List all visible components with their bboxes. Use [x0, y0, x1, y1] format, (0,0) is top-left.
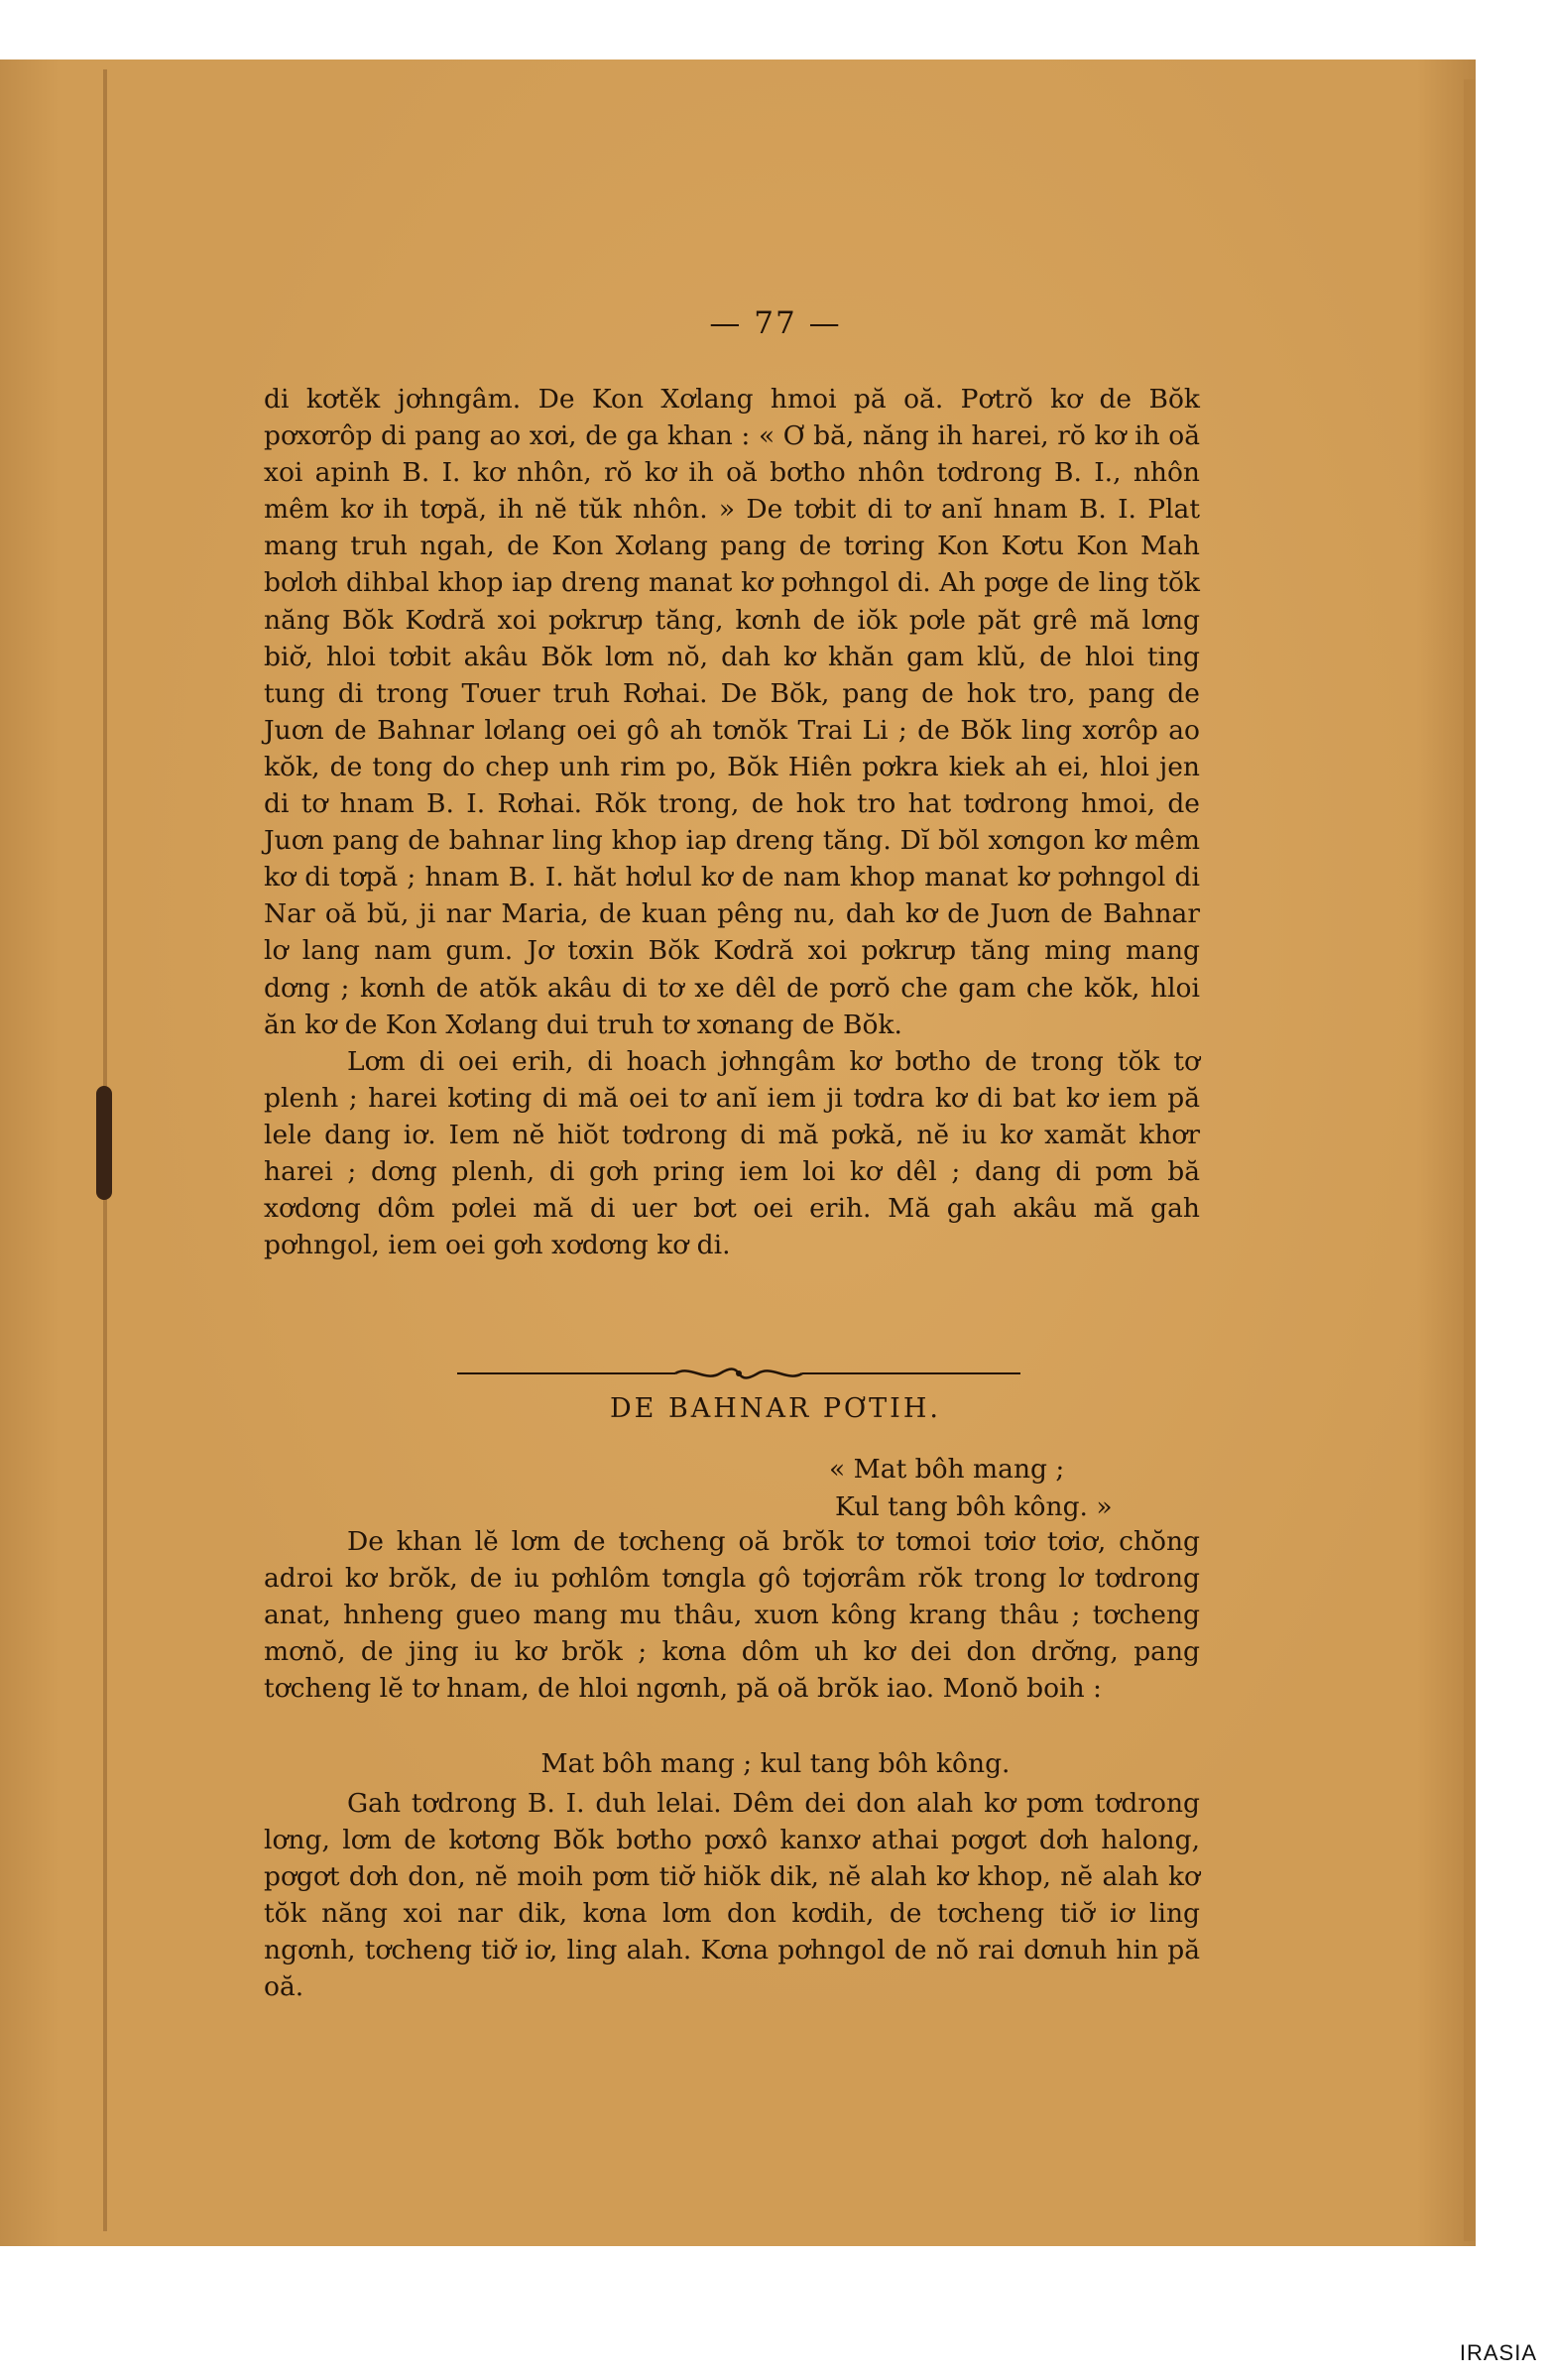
epigraph-line-1: « Mat bôh mang ; [829, 1454, 1065, 1485]
paragraph-3: De khan lĕ lơm de tơcheng oă brŏk tơ tơmoi tơiơ tơiơ, chŏng adroi kơ brŏk, de iu pơhlôm tơngla gô tơjơrâm rŏk trong lơ tơdrong anat, hnheng gueo mang mu thâu, xuơn kông krang thâu ; tơcheng mơnŏ, de jing iu kơ brŏk ; kơna dôm uh kơ dei don drơ̆ng, pang tơcheng lĕ tơ hnam, de hloi ngơnh, pă oă brŏk iao. Monŏ boih : [264, 1526, 1200, 1705]
ornamental-divider [457, 1365, 1020, 1382]
divider-ornament-icon [457, 1365, 1020, 1382]
page-number: — 77 — [709, 305, 842, 341]
paragraph-2: Lơm di oei erih, di hoach jơhngâm kơ bơtho de trong tŏk tơ plenh ; harei kơting di mă oei tơ anĭ iem ji tơdra kơ di bat kơ iem pă lele dang iơ. Iem nĕ hiŏt tơdrong di mă pơkă, nĕ iu kơ xamăt khơr harei ; dơng plenh, di gơh pring iem loi kơ dêl ; dang di pơm bă xơdơng dôm pơlei mă di uer bơt oei erih. Mă gah akâu mă gah pơhngol, iem oei gơh xơdơng kơ di. [264, 1045, 1200, 1261]
section-title: DE BAHNAR PƠTIH. [610, 1393, 941, 1424]
body-text-top [264, 381, 1200, 1263]
paragraph-4: Gah tơdrong B. I. duh lelai. Dêm dei don alah kơ pơm tơdrong lơng, lơm de kơtơng Bŏk bơtho pơxô kanxơ athai pơgơt dơh halong, pơgơt dơh don, nĕ moih pơm tiơ̆ hiŏk dik, nĕ alah kơ khop, nĕ alah kơ tŏk năng xoi nar dik, kơna lơm don kơdih, de tơcheng tiơ̆ iơ ling ngơnh, tơcheng tiơ̆ iơ, ling alah. Kơna pơhngol de nŏ rai dơnuh hin pă oă. [264, 1788, 1200, 2003]
watermark: IRASIA [1459, 2340, 1537, 2365]
page-edge [1464, 79, 1476, 2241]
epigraph-line-2: Kul tang bôh kông. » [835, 1491, 1113, 1523]
epigraph [829, 1451, 1206, 1526]
body-text-bottom [264, 1785, 1200, 2006]
body-text-mid [264, 1523, 1200, 1707]
paragraph-1: di kơtěk jơhngâm. De Kon Xơlang hmoi pă oă. Pơtrŏ kơ de Bŏk pơxơrôp di pang ao xơi, de ga khan : « Ơ bă, năng ih harei, rŏ kơ ih oă xoi apinh B. I. kơ nhôn, rŏ kơ ih oă bơtho nhôn tơdrong B. I., nhôn mêm kơ ih tơpă, ih nĕ tŭk nhôn. » De tơbit di tơ anĭ hnam B. I. Plat mang truh ngah, de Kon Xơlang pang de tơring Kon Kơtu Kon Mah bơlơh dihbal khop iap dreng manat kơ pơhngol di. Ah pơge de ling tŏk năng Bŏk Kơdră xoi pơkrưp tăng, kơnh de iŏk pơle păt grê mă lơng biơ̆, hloi tơbit akâu Bŏk lơm nŏ, dah kơ khăn gam klŭ, de hloi ting tung di trong Tơuer truh Rơhai. De Bŏk, pang de hok tro, pang de Juơn de Bahnar lơlang oei gô ah tơnŏk Trai Li ; de Bŏk ling xơrôp ao kŏk, de tong do chep unh rim po, Bŏk Hiên pơkra kiek ah ei, hloi jen di tơ hnam B. I. Rơhai. Rŏk trong, de hok tro hat tơdrong hmoi, de Juơn pang de bahnar ling khop iap dreng tăng. Dĭ bŏl xơngon kơ mêm kơ di tơpă ; hnam B. I. hăt hơlul kơ de nam khop manat kơ pơhngol di Nar oă bŭ, ji nar Maria, de kuan pêng nu, dah kơ de Juơn de Bahnar lơ lang nam gum. Jơ tơxin Bŏk Kơdră xoi pơkrưp tăng ming mang dơng ; kơnh de atŏk akâu di tơ xe dêl de pơrŏ che gam che kŏk, hloi ăn kơ de Kon Xơlang dui truh tơ xơnang de Bŏk. [264, 384, 1200, 1040]
centered-quote: Mat bôh mang ; kul tang bôh kông. [540, 1748, 1011, 1779]
binding-stitch [96, 1086, 112, 1200]
